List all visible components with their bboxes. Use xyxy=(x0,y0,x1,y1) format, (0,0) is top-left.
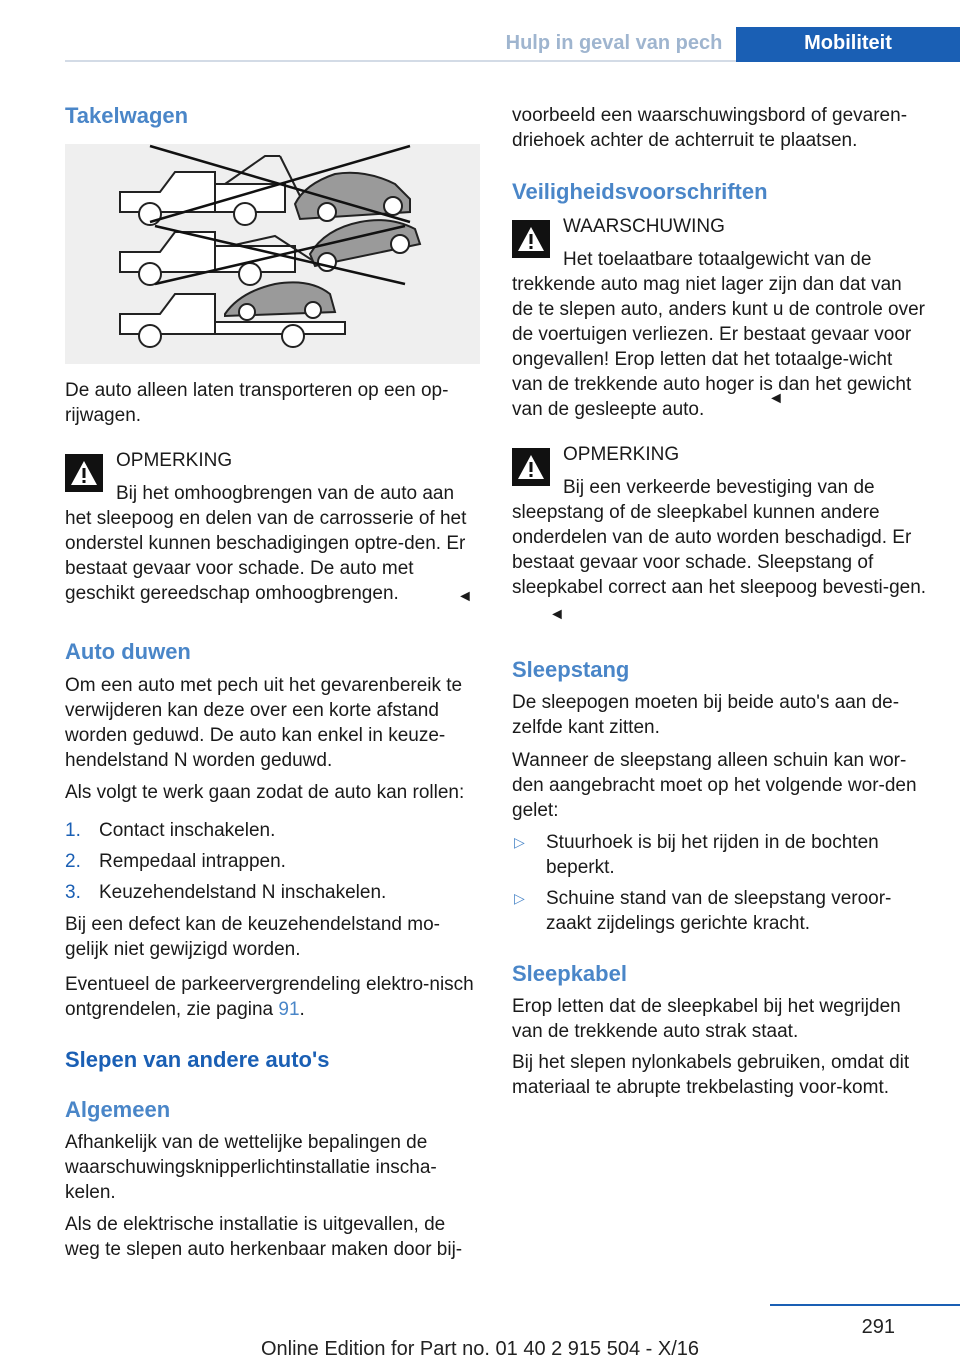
duwen-paragraph-2: Als volgt te werk gaan zodat de auto kan rollen: xyxy=(65,782,465,803)
sleepkabel-paragraph-1: Erop letten dat de sleepkabel bij het wegrijden van de trekkende auto strak staat. xyxy=(512,996,901,1042)
edition-footer: Online Edition for Part no. 01 40 2 915 504 - X/16 xyxy=(260,1338,700,1360)
duwen-paragraph-1: Om een auto met pech uit het gevarenbereik te verwijderen kan deze over een korte afstand worden geduwd. De auto kan enkel in keuze-hendelstand N worden geduwd. xyxy=(65,675,463,771)
list-item xyxy=(512,886,922,936)
defect-paragraph: Bij een defect kan de keuzehendelstand mo-gelijk niet gewijzigd worden. xyxy=(65,914,440,960)
page-number: 291 xyxy=(861,1316,895,1338)
heading-slepen: Slepen van andere auto's xyxy=(65,1047,330,1072)
sleepstang-paragraph-2: Wanneer de sleepstang alleen schuin kan wor-den aangebracht moet op het volgende wor-den gelet: xyxy=(512,750,917,821)
bullet-arrow-icon: ▷ xyxy=(514,834,525,850)
header-chapter-tab: Mobiliteit xyxy=(736,27,960,62)
header-section-title: Hulp in geval van pech xyxy=(505,32,723,54)
page-number-rule xyxy=(770,1304,960,1306)
note-2-title: OPMERKING xyxy=(563,444,680,465)
page-ref-link[interactable]: 91 xyxy=(278,999,300,1020)
tow-truck-figure xyxy=(65,144,480,364)
algemeen-paragraph-1: Afhankelijk van de wettelijke bepalingen de waarschuwingsknipperlichtinstallatie inscha-kelen. xyxy=(65,1132,437,1203)
step-text: Rempedaal intrappen. xyxy=(99,851,286,872)
warning-text xyxy=(512,239,927,422)
eventueel-paragraph: Eventueel de parkeervergrendeling elektro-nisch ontgrendelen, zie pagina 91. xyxy=(65,974,474,1020)
note-2-body: Bij een verkeerde bevestiging van de sleepstang of de sleepkabel kunnen andere onderdelen van de auto worden beschadigd. Er bestaat gevaar voor schade. Sleepstang of sleepkabel correct aan het sleepoog bevesti-gen. xyxy=(512,477,927,598)
bullet-arrow-icon: ▷ xyxy=(514,890,525,906)
bullet-text: Schuine stand van de sleepstang veroor-zaakt zijdelings gerichte kracht. xyxy=(546,888,892,934)
warning-body: Het toelaatbare totaalgewicht van de trekkende auto mag niet lager zijn dan dat van de te slepen auto, anders kunt u de controle over de voertuigen verliezen. Er bestaat gevaar voor ongevallen! Erop letten dat het totaalge-wicht van de trekkende auto hoger is dan het gewicht van de gesleepte auto. xyxy=(512,249,925,420)
heading-auto-duwen: Auto duwen xyxy=(65,639,191,664)
warning-triangle-icon xyxy=(512,448,550,486)
note-1-body: Bij het omhoogbrengen van de auto aan het sleepoog en delen van de carrosserie of het onderstel kunnen beschadigingen optre-den. Er bestaat gevaar voor schade. De auto met geschikt gereedschap omhoogbrengen. xyxy=(65,483,467,604)
note-1-text xyxy=(65,473,475,606)
tow-truck-illustration xyxy=(65,144,480,364)
note-box-2 xyxy=(512,442,927,600)
note-box-1 xyxy=(65,448,475,606)
bullet-text: Stuurhoek is bij het rijden in de bochten beperkt. xyxy=(546,832,879,878)
sleepstang-paragraph-1: De sleepogen moeten bij beide auto's aan de-zelfde kant zitten. xyxy=(512,692,900,738)
step-number: 3. xyxy=(65,882,81,903)
note-1-title: OPMERKING xyxy=(116,450,233,471)
warning-title: WAARSCHUWING xyxy=(563,216,725,237)
eventueel-text: Eventueel de parkeervergrendeling elektro-nisch ontgrendelen, zie pagina xyxy=(65,974,474,1020)
sleepkabel-paragraph-2: Bij het slepen nylonkabels gebruiken, omdat dit materiaal te abrupte trekbelasting voor-komt. xyxy=(512,1052,910,1098)
warning-box xyxy=(512,214,927,422)
list-item xyxy=(65,880,475,905)
heading-sleepkabel: Sleepkabel xyxy=(512,961,627,986)
sleepstang-bullet-list xyxy=(512,830,922,936)
end-mark-icon: ◄ xyxy=(549,606,565,623)
continued-paragraph: voorbeeld een waarschuwingsbord of gevaren-driehoek achter de achterruit te plaatsen. xyxy=(512,105,908,151)
warning-triangle-icon xyxy=(65,454,103,492)
list-item xyxy=(512,830,922,880)
list-item xyxy=(65,849,475,874)
heading-takelwagen: Takelwagen xyxy=(65,103,189,128)
transport-paragraph: De auto alleen laten transporteren op een op-rijwagen. xyxy=(65,380,449,426)
note-2-text xyxy=(512,467,927,600)
push-steps-list xyxy=(65,818,475,905)
heading-algemeen: Algemeen xyxy=(65,1097,171,1122)
step-number: 1. xyxy=(65,820,81,841)
heading-veiligheid: Veiligheidsvoorschriften xyxy=(512,179,768,204)
list-item xyxy=(65,818,475,843)
step-text: Contact inschakelen. xyxy=(99,820,276,841)
warning-triangle-icon xyxy=(512,220,550,258)
step-number: 2. xyxy=(65,851,81,872)
heading-sleepstang: Sleepstang xyxy=(512,657,630,682)
end-mark-icon: ◄ xyxy=(457,588,473,605)
step-text: Keuzehendelstand N inschakelen. xyxy=(99,882,387,903)
end-mark-icon: ◄ xyxy=(768,390,784,407)
algemeen-paragraph-2: Als de elektrische installatie is uitgevallen, de weg te slepen auto herkenbaar maken door bij- xyxy=(65,1214,463,1260)
